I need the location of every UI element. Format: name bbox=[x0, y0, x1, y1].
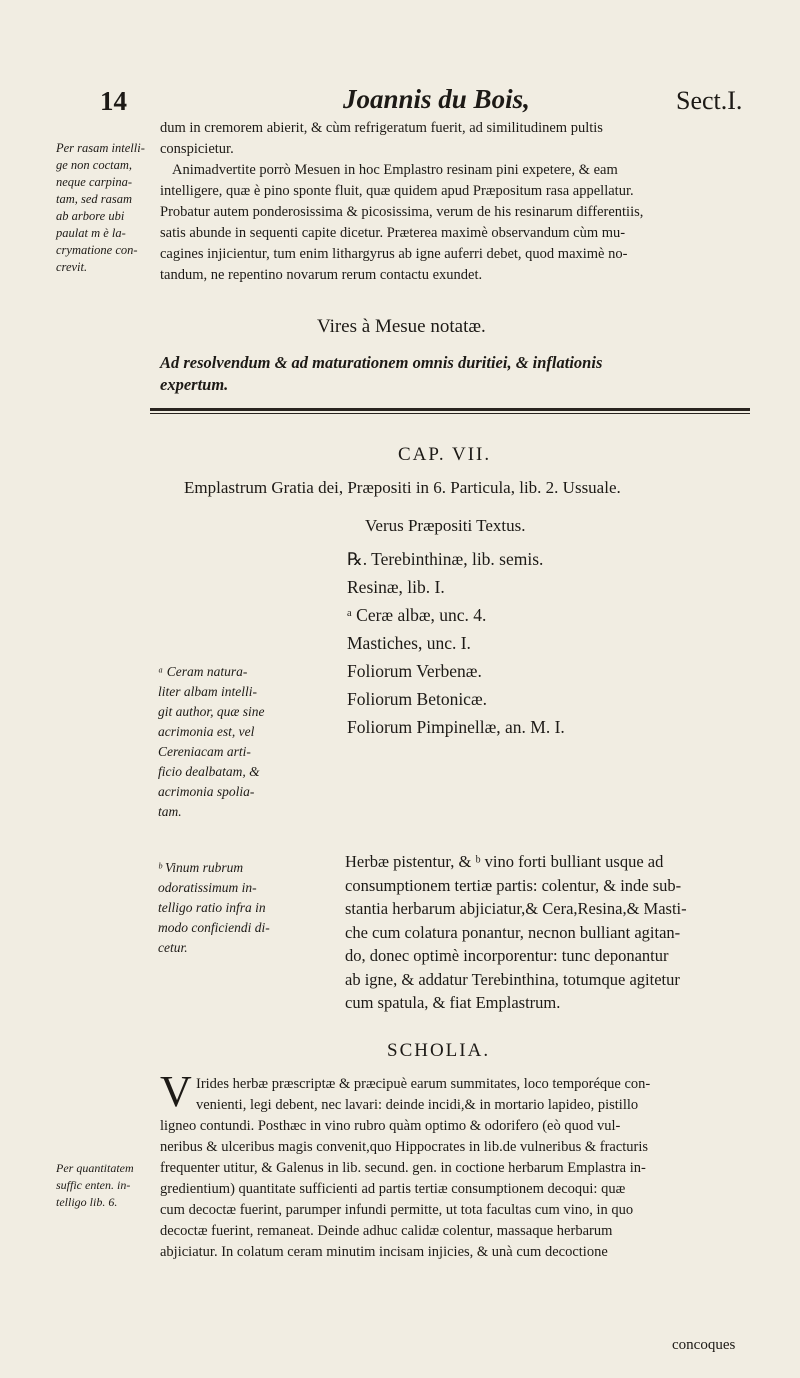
margin-note-vinum bbox=[158, 858, 270, 958]
recipe-line: Foliorum Pimpinellæ, an. M. I. bbox=[347, 717, 565, 737]
margin-note-line: Per quantitatem bbox=[56, 1161, 134, 1175]
margin-note-line: tam. bbox=[158, 804, 182, 819]
margin-note-line: ficio dealbatam, & bbox=[158, 764, 260, 779]
scholia-drop-cap: V bbox=[160, 1067, 192, 1116]
margin-note-rasa bbox=[56, 140, 154, 276]
margin-note-cera bbox=[158, 662, 265, 822]
margin-note-line: odoratissimum in- bbox=[158, 880, 257, 895]
procedure-line: consumptionem tertiæ partis: colentur, & inde sub- bbox=[345, 875, 682, 895]
recipe-line: Resinæ, lib. I. bbox=[347, 577, 445, 597]
intro-paragraph bbox=[160, 118, 755, 286]
intro-line: Animadvertite porrò Mesuen in hoc Emplastro resinam pini expetere, & eam bbox=[172, 162, 618, 178]
page-number: 14 bbox=[100, 86, 127, 116]
margin-note-line: neque carpina- bbox=[56, 175, 133, 189]
chapter-subtitle: Emplastrum Gratia dei, Præpositi in 6. Particula, lib. 2. Ussuale. bbox=[184, 478, 621, 497]
recipe-line: ᵃ Ceræ albæ, unc. 4. bbox=[347, 605, 487, 625]
margin-note-line: crymatione con- bbox=[56, 243, 138, 257]
intro-line: intelligere, quæ è pino sponte fluit, quæ quidem apud Præpositum rasa appellatur. bbox=[160, 183, 634, 199]
catchword: concoques bbox=[672, 1337, 736, 1353]
divider-rule-thin bbox=[150, 413, 750, 414]
margin-note-line: ab arbore ubi bbox=[56, 209, 125, 223]
scholia-line: Irides herbæ præscriptæ & præcipuè earum summitates, loco temporéque con- bbox=[196, 1076, 651, 1092]
scholia-line: neribus & ulceribus magis convenit,quo Hippocrates in lib.de vulneribus & fracturis bbox=[160, 1139, 649, 1155]
procedure-line: stantia herbarum abjiciatur,& Cera,Resina,& Masti- bbox=[345, 899, 687, 918]
scholia-line: decoctæ fuerint, remaneat. Deinde adhuc calidæ colentur, massaque herbarum bbox=[160, 1223, 613, 1239]
scholia-line: gredientium) quantitate sufficienti ad partis tertiæ consumptionem decoqui: quæ bbox=[160, 1181, 626, 1197]
chapter-title: CAP. VII. bbox=[398, 444, 492, 465]
procedure-line: che cum colatura ponantur, necnon bulliant agitan- bbox=[345, 922, 681, 942]
margin-note-line: git author, quæ sine bbox=[158, 704, 265, 719]
margin-note-quantitas bbox=[56, 1160, 134, 1211]
margin-note-line: paulat m è la- bbox=[56, 226, 126, 240]
section-label: Sect.I. bbox=[676, 86, 743, 115]
recipe-line: Foliorum Verbenæ. bbox=[347, 661, 482, 681]
margin-note-line: Per rasam intelli- bbox=[56, 141, 145, 155]
margin-note-line: telligo ratio infra in bbox=[158, 900, 266, 915]
vires-heading: Vires à Mesue notatæ. bbox=[317, 316, 486, 337]
intro-line: conspicietur. bbox=[160, 141, 234, 157]
recipe-line: Foliorum Betonicæ. bbox=[347, 689, 487, 709]
margin-note-line: liter albam intelli- bbox=[158, 684, 257, 699]
margin-note-line: tam, sed rasam bbox=[56, 192, 133, 206]
procedure-line: cum spatula, & fiat Emplastrum. bbox=[345, 993, 561, 1012]
text-title: Verus Præpositi Textus. bbox=[365, 516, 526, 535]
margin-note-line: acrimonia spolia- bbox=[158, 784, 255, 799]
margin-note-line: crevit. bbox=[56, 260, 88, 274]
margin-note-line: modo conficiendi di- bbox=[158, 920, 270, 935]
scholia-heading: SCHOLIA. bbox=[387, 1040, 491, 1061]
margin-note-line: Cereniacam arti- bbox=[158, 744, 251, 759]
scholia-line: ligneo contundi. Posthæc in vino rubro quàm optimo & odorifero (eò quod vul- bbox=[160, 1118, 621, 1134]
scholia-line: abjiciatur. In colatum ceram minutim incisam injicies, & unà cum decoctione bbox=[160, 1244, 608, 1260]
recipe-line: Mastiches, unc. I. bbox=[347, 633, 471, 653]
margin-note-line: acrimonia est, vel bbox=[158, 724, 255, 739]
scholia-line: venienti, legi debent, nec lavari: deinde incidi,& in mortario lapideo, pistillo bbox=[196, 1097, 639, 1113]
recipe-line: ℞. Terebinthinæ, lib. semis. bbox=[347, 549, 544, 569]
procedure-line: Herbæ pistentur, & ᵇ vino forti bulliant usque ad bbox=[345, 852, 664, 871]
virtue-line: expertum. bbox=[160, 375, 229, 394]
scholia-line: frequenter utitur, & Galenus in lib. secund. gen. in coctione herbarum Emplastra in- bbox=[160, 1160, 646, 1176]
margin-note-line: cetur. bbox=[158, 940, 188, 955]
intro-line: satis abunde in sequenti capite dicetur. Præterea maximè observandum cùm mu- bbox=[160, 225, 626, 241]
procedure-line: ab igne, & addatur Terebinthina, totumque agitetur bbox=[345, 969, 680, 989]
margin-note-line: ge non coctam, bbox=[56, 158, 133, 172]
margin-note-line: suffic enten. in- bbox=[56, 1178, 131, 1192]
running-title: Joannis du Bois, bbox=[343, 84, 530, 114]
virtue-line: Ad resolvendum & ad maturationem omnis duritiei, & inflationis bbox=[160, 353, 603, 372]
intro-line: Probatur autem ponderosissima & picosissima, verum de his resinarum differentiis, bbox=[160, 204, 644, 220]
scholia-paragraph bbox=[160, 1074, 755, 1263]
scholia-line: cum decoctæ fuerint, parumper infundi permitte, ut tota facultas cum vino, in quo bbox=[160, 1202, 634, 1218]
virtue-heading bbox=[160, 352, 602, 396]
margin-note-line: telligo lib. 6. bbox=[56, 1195, 118, 1209]
divider-rule bbox=[150, 408, 750, 411]
intro-line: cagines injicientur, tum enim lithargyrus ab igne auferri debet, quod maximè no- bbox=[160, 246, 628, 262]
intro-line: tandum, ne repentino novarum rerum contactu exundet. bbox=[160, 267, 483, 283]
recipe-list bbox=[347, 545, 565, 741]
procedure-paragraph bbox=[345, 850, 687, 1015]
intro-line: dum in cremorem abierit, & cùm refrigeratum fuerit, ad similitudinem pultis bbox=[160, 120, 603, 136]
margin-note-line: ᵃ Ceram natura- bbox=[158, 664, 248, 679]
procedure-line: do, donec optimè incorporentur: tunc deponantur bbox=[345, 946, 669, 965]
margin-note-line: ᵇ Vinum rubrum bbox=[158, 860, 244, 875]
